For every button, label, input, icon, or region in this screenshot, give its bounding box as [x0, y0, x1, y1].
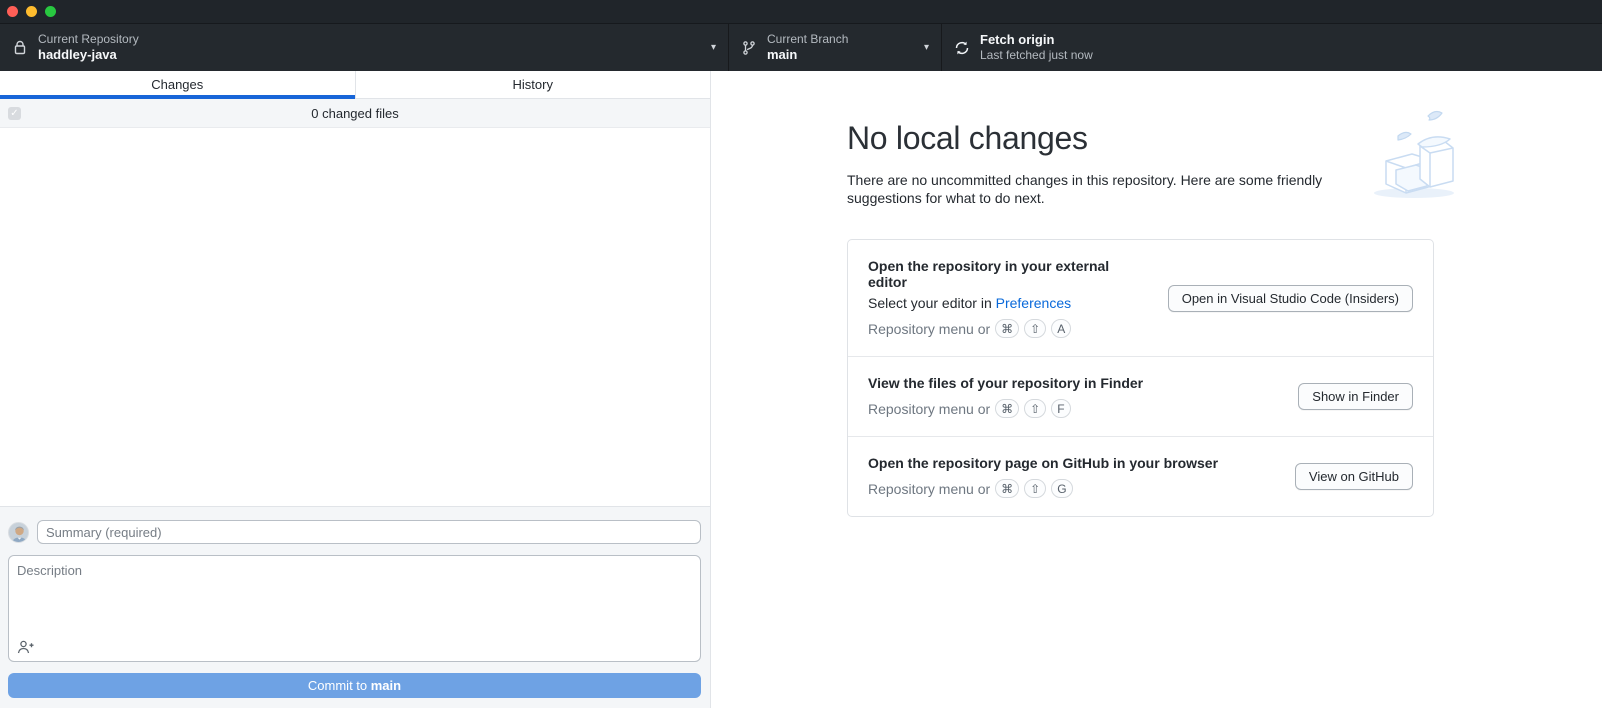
lock-icon	[12, 40, 28, 56]
changed-files-header	[0, 99, 710, 128]
tab-changes[interactable]	[0, 71, 355, 98]
branch-label: Current Branch	[767, 31, 849, 46]
changed-files-list	[0, 128, 710, 506]
suggestion-title: Open the repository in your external editor	[868, 258, 1110, 291]
close-button[interactable]	[7, 6, 18, 17]
preferences-link[interactable]: Preferences	[995, 295, 1072, 312]
traffic-lights	[7, 6, 56, 17]
sync-icon	[954, 40, 970, 56]
user-avatar	[8, 522, 29, 543]
shift-key: ⇧	[1024, 319, 1046, 338]
shift-key: ⇧	[1024, 479, 1046, 498]
suggestion-shortcut	[868, 319, 1144, 338]
show-in-finder-button[interactable]: Show in Finder	[1298, 383, 1413, 410]
command-key: ⌘	[995, 319, 1019, 338]
add-coauthor-button[interactable]	[17, 639, 35, 655]
suggestions-card	[847, 239, 1434, 517]
page-title: No local changes	[847, 120, 1088, 156]
changed-files-count: 0 changed files	[311, 105, 399, 121]
command-key: ⌘	[995, 399, 1019, 418]
select-all-checkbox[interactable]: ✓	[8, 107, 21, 120]
sidebar-tabs	[0, 71, 710, 99]
fetch-status: Last fetched just now	[980, 48, 1093, 63]
letter-key: F	[1051, 399, 1070, 418]
minimize-button[interactable]	[26, 6, 37, 17]
repo-name: haddley-java	[38, 46, 117, 62]
page-subtitle: There are no uncommitted changes in this repository. Here are some friendly suggestions for what to do next.	[847, 172, 1323, 207]
no-changes-illustration	[1360, 109, 1460, 206]
current-repository-dropdown[interactable]	[0, 24, 728, 71]
shortcut-prefix: Repository menu or	[868, 480, 991, 497]
toolbar	[0, 24, 1602, 71]
main-content	[0, 71, 1602, 708]
chevron-down-icon: ▾	[710, 42, 716, 53]
suggestion-shortcut	[868, 479, 1218, 498]
branch-name: main	[767, 46, 798, 62]
commit-summary-input[interactable]	[37, 520, 701, 544]
commit-panel	[0, 506, 710, 708]
suggestion-view-github	[848, 436, 1433, 516]
letter-key: A	[1051, 319, 1071, 338]
current-branch-dropdown[interactable]	[728, 24, 941, 71]
view-on-github-button[interactable]: View on GitHub	[1295, 463, 1413, 490]
open-in-editor-button[interactable]: Open in Visual Studio Code (Insiders)	[1168, 285, 1413, 312]
command-key: ⌘	[995, 479, 1019, 498]
commit-button-branch: main	[370, 678, 402, 693]
tab-history[interactable]	[355, 71, 711, 98]
shortcut-prefix: Repository menu or	[868, 400, 991, 417]
suggestion-subtitle	[868, 295, 1144, 311]
tab-history-label: History	[512, 77, 553, 92]
suggestion-title: Open the repository page on GitHub in your browser	[868, 455, 1219, 472]
suggestion-show-finder	[848, 356, 1433, 436]
chevron-down-icon: ▾	[923, 42, 929, 53]
zoom-button[interactable]	[45, 6, 56, 17]
toolbar-empty-space	[1187, 24, 1602, 71]
blankslate	[711, 71, 1602, 517]
commit-button[interactable]	[8, 673, 701, 698]
titlebar	[0, 0, 1602, 24]
commit-button-prefix: Commit to	[307, 678, 371, 693]
git-branch-icon	[741, 40, 757, 56]
suggestion-subtitle-text: Select your editor in	[868, 295, 996, 312]
shift-key: ⇧	[1024, 399, 1046, 418]
repo-label: Current Repository	[38, 31, 139, 46]
suggestion-shortcut	[868, 399, 1143, 418]
commit-description-box	[8, 555, 701, 662]
no-changes-pane	[711, 71, 1602, 708]
fetch-origin-button[interactable]	[941, 24, 1187, 71]
shortcut-prefix: Repository menu or	[868, 320, 991, 337]
commit-description-input[interactable]	[9, 556, 700, 634]
changes-sidebar	[0, 71, 711, 708]
tab-changes-label: Changes	[151, 77, 204, 92]
fetch-label: Fetch origin	[980, 31, 1055, 47]
suggestion-open-editor	[848, 240, 1433, 356]
letter-key: G	[1051, 479, 1072, 498]
suggestion-title: View the files of your repository in Finder	[868, 375, 1144, 392]
